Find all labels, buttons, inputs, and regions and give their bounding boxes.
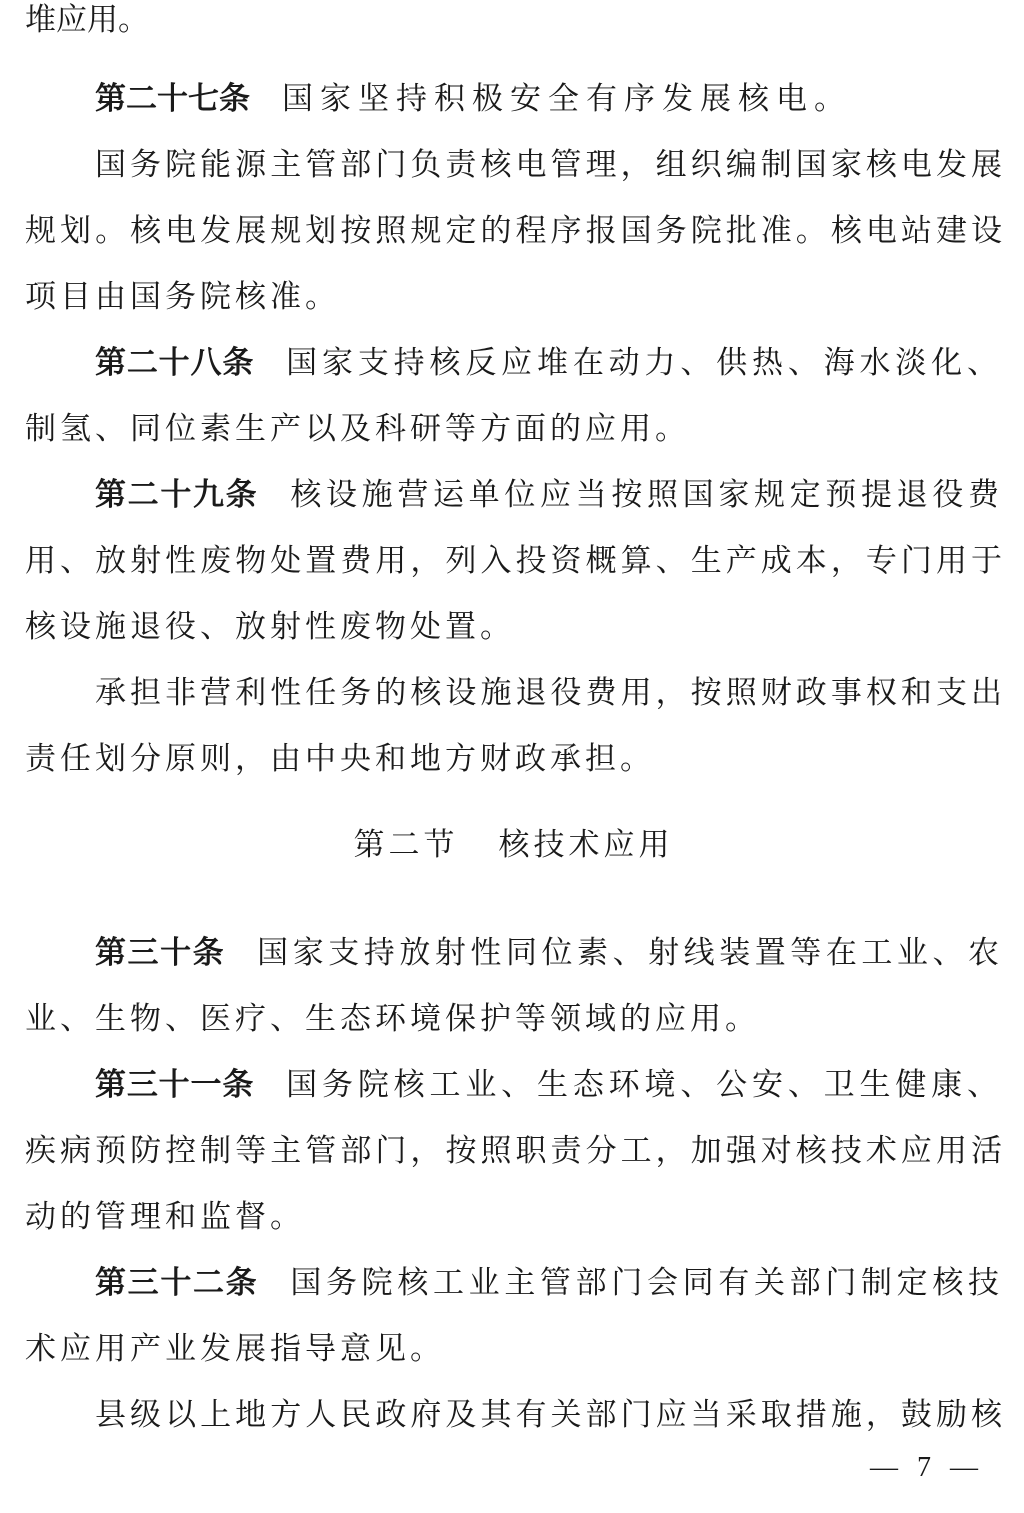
text-line: 规划。核电发展规划按照规定的程序报国务院批准。核电站建设: [25, 213, 1002, 249]
section-title: 核技术应用: [498, 827, 674, 863]
article-text: 国务院核工业、生态环境、公安、卫生健康、: [286, 1067, 1003, 1103]
text-line: 国务院能源主管部门负责核电管理，组织编制国家核电发展: [95, 147, 1002, 183]
article-heading: 第二十七条: [95, 81, 250, 117]
article-text: 国家支持核反应堆在动力、供热、海水淡化、: [286, 345, 1003, 381]
article-text: 国家支持放射性同位素、射线装置等在工业、农: [257, 935, 1003, 971]
text-line: 动的管理和监督。: [25, 1199, 305, 1235]
article-heading: 第三十二条: [95, 1265, 259, 1301]
document-page: [25, 0, 1002, 1448]
article-29: [25, 462, 1002, 528]
section-heading: [25, 812, 1002, 878]
article-30: [25, 920, 1002, 986]
text-line: 制氢、同位素生产以及科研等方面的应用。: [25, 411, 690, 447]
article-heading: 第三十一条: [95, 1067, 255, 1103]
article-heading: 第二十九条: [95, 477, 259, 513]
text-line: 用、放射性废物处置费用，列入投资概算、生产成本，专门用于: [25, 543, 1002, 579]
article-text: 国务院核工业主管部门会同有关部门制定核技: [290, 1265, 1003, 1301]
text-line: 疾病预防控制等主管部门，按照职责分工，加强对核技术应用活: [25, 1133, 1002, 1169]
text-line: 核设施退役、放射性废物处置。: [25, 609, 515, 645]
text-line: 县级以上地方人民政府及其有关部门应当采取措施，鼓励核: [95, 1397, 1002, 1433]
article-heading: 第二十八条: [95, 345, 255, 381]
article-heading: 第三十条: [95, 935, 226, 971]
article-27: [25, 66, 1002, 132]
article-28: [25, 330, 1002, 396]
article-32: [25, 1250, 1002, 1316]
text-line: 堆应用。: [25, 2, 149, 38]
text-line: 承担非营利性任务的核设施退役费用，按照财政事权和支出: [95, 675, 1002, 711]
article-text: 核设施营运单位应当按照国家规定预提退役费: [290, 477, 1003, 513]
text-line: 业、生物、医疗、生态环境保护等领域的应用。: [25, 1001, 760, 1037]
text-line: 项目由国务院核准。: [25, 279, 340, 315]
text-line: 术应用产业发展指导意见。: [25, 1331, 445, 1367]
text-line: 责任划分原则，由中央和地方财政承担。: [25, 741, 655, 777]
page-number: — 7 —: [870, 1452, 984, 1483]
article-text: 国家坚持积极安全有序发展核电。: [282, 81, 852, 117]
article-31: [25, 1052, 1002, 1118]
section-number: 第二节: [353, 827, 459, 863]
